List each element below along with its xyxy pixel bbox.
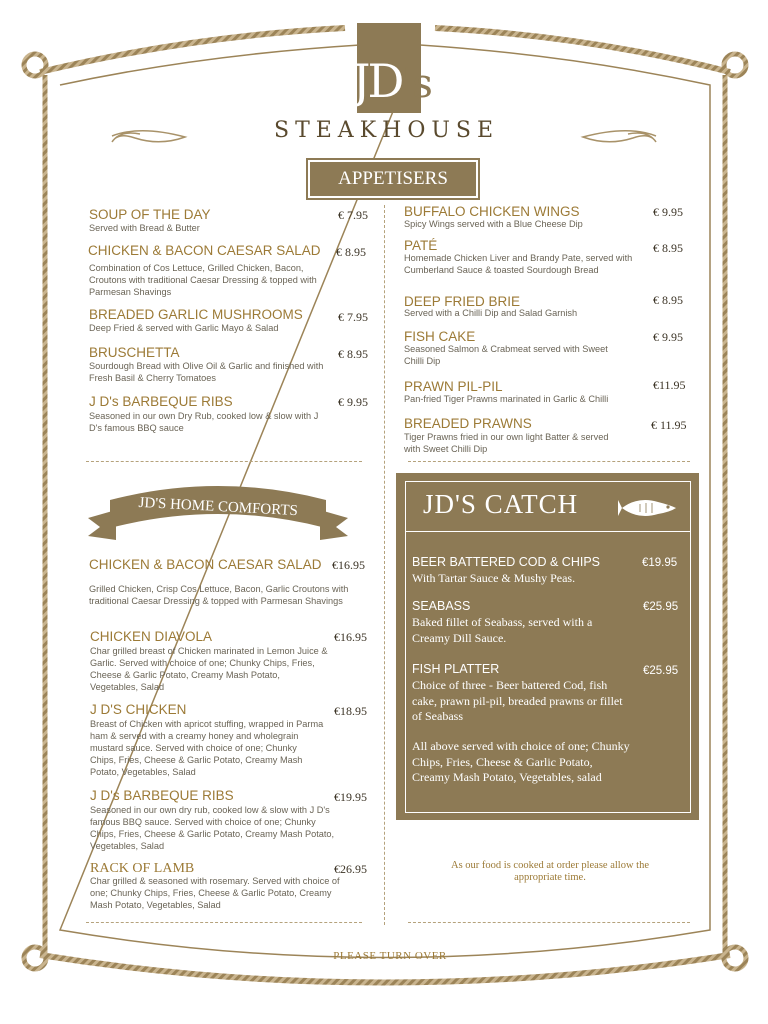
brand-subtitle: STEAKHOUSE [274, 118, 500, 143]
menu-item-name: PATÉ [404, 238, 438, 253]
logo [352, 54, 433, 108]
menu-item-price: € 9.95 [653, 205, 683, 219]
catch-item-price: €25.95 [643, 665, 679, 677]
menu-item-desc: Deep Fried & served with Garlic Mayo & Salad [89, 323, 279, 333]
menu-item-price: € 9.95 [338, 395, 368, 409]
menu-item-desc: Char grilled breast of Chicken marinated in Lemon Juice & Garlic. Served with choice of one; Chunky Chips, Fries, Cheese & Garlic Potato, Creamy Mash Potato, Vegetables, Salad [90, 646, 328, 692]
catch-item-name: FISH PLATTER [412, 662, 500, 676]
menu-item-name: CHICKEN & BACON CAESAR SALAD [89, 557, 322, 572]
menu-item-price: € 7.95 [338, 208, 368, 222]
menu-item-name: SOUP OF THE DAY [89, 207, 211, 222]
menu-item-name: BRUSCHETTA [89, 345, 180, 360]
menu-item-price: €18.95 [334, 704, 367, 718]
home-comforts-ribbon [88, 478, 348, 548]
column-divider [384, 205, 385, 925]
home-comforts-title: JD'S HOME COMFORTS [138, 494, 299, 520]
menu-item-name: BREADED PRAWNS [404, 416, 532, 431]
menu-item-desc: Seasoned in our own Dry Rub, cooked low & slow with J D's famous BBQ sauce [89, 411, 319, 433]
menu-item-desc: Sourdough Bread with Olive Oil & Garlic and finished with Fresh Basil & Cherry Tomatoes [89, 361, 324, 383]
menu-item-name: RACK OF LAMB [90, 861, 195, 876]
menu-item-name: J D'S CHICKEN [90, 702, 187, 717]
menu-item-desc: Seasoned in our own dry rub, cooked low & slow with J D's famous BBQ sauce. Served with choice of one; Chunky Chips, Fries, Cheese & Garlic Potato, Creamy Mash Potato, Vegetables, Salad [90, 805, 335, 851]
catch-title: JD'S CATCH [423, 489, 579, 519]
menu-item-price: € 8.95 [653, 241, 683, 255]
menu-item-name: DEEP FRIED BRIE [404, 294, 521, 309]
catch-item-desc: With Tartar Sauce & Mushy Peas. [412, 571, 576, 585]
menu-item-desc: Char grilled & seasoned with rosemary. Served with choice of one; Chunky Chips, Fries, Cheese & Garlic Potato, Creamy Mash Potato, Vegetables, Salad [90, 876, 340, 910]
fish-icon [618, 494, 680, 522]
appetisers-banner [308, 160, 478, 198]
menu-item-price: € 9.95 [653, 330, 683, 344]
logo-letters: JD [352, 54, 402, 108]
menu-item-price: €11.95 [653, 378, 686, 392]
menu-item-desc: Seasoned Salmon & Crabmeat served with Sweet Chilli Dip [404, 344, 608, 366]
catch-footer: All above served with choice of one; Chunky Chips, Fries, Cheese & Garlic Potato, Creamy Mash Potato, Vegetables, salad [412, 739, 630, 784]
divider [86, 922, 362, 923]
menu-item-desc: Homemade Chicken Liver and Brandy Pate, served with Cumberland Sauce & toasted Sourdough Bread [404, 253, 633, 275]
menu-item-name: CHICKEN DIAVOLA [90, 629, 213, 644]
menu-item-desc: Pan-fried Tiger Prawns marinated in Garlic & Chilli [404, 394, 609, 404]
divider [408, 461, 690, 462]
menu-item-desc: Spicy Wings served with a Blue Cheese Dip [404, 219, 583, 229]
menu-item-name: CHICKEN & BACON CAESAR SALAD [88, 243, 321, 258]
menu-item-desc: Breast of Chicken with apricot stuffing, wrapped in Parma ham & served with a creamy honey and wholegrain mustard sauce. Served with choice of one; Chunky Chips, Fries, Cheese & Garlic Potato, Creamy Mash Potato, Vegetables, Salad [90, 719, 324, 777]
menu-item-price: €26.95 [334, 862, 367, 876]
menu-item-name: J D's BARBEQUE RIBS [90, 788, 234, 803]
catch-rule [405, 531, 691, 532]
catch-item-name: SEABASS [412, 599, 471, 613]
catch-item-name: BEER BATTERED COD & CHIPS [412, 555, 600, 569]
menu-item-desc: Tiger Prawns fried in our own light Batter & served with Sweet Chilli Dip [404, 432, 609, 454]
menu-item-price: €16.95 [334, 630, 367, 644]
divider [86, 461, 362, 462]
catch-item-price: €19.95 [642, 557, 678, 569]
cooking-note: As our food is cooked at order please allow the appropriate time. [451, 860, 649, 883]
divider [408, 922, 690, 923]
menu-item-price: € 8.95 [653, 293, 683, 307]
menu-item-price: € 8.95 [338, 347, 368, 361]
catch-item-price: €25.95 [643, 601, 679, 613]
appetisers-title: APPETISERS [338, 168, 448, 189]
menu-item-price: €19.95 [334, 790, 367, 804]
menu-item-price: € 11.95 [651, 418, 687, 432]
menu-item-name: FISH CAKE [404, 329, 476, 344]
menu-item-name: PRAWN PIL-PIL [404, 379, 503, 394]
logo-suffix: 's [401, 61, 433, 107]
menu-item-price: €16.95 [332, 558, 365, 572]
menu-item-desc: Combination of Cos Lettuce, Grilled Chicken, Bacon, Croutons with traditional Caesar Dressing & topped with Parmesan Shavings [89, 263, 317, 297]
turn-over-label: PLEASE TURN OVER [333, 950, 447, 962]
catch-item-desc: Choice of three - Beer battered Cod, fish cake, prawn pil-pil, breaded prawns or fillet of Seabass [412, 678, 623, 723]
menu-item-desc: Grilled Chicken, Crisp Cos Lettuce, Bacon, Garlic Croutons with traditional Caesar Dressing & topped with Parmesan Shavings [89, 584, 349, 606]
catch-item-desc: Baked fillet of Seabass, served with a Creamy Dill Sauce. [412, 615, 593, 645]
menu-item-name: BUFFALO CHICKEN WINGS [404, 204, 580, 219]
menu-item-price: € 7.95 [338, 310, 368, 324]
menu-item-name: BREADED GARLIC MUSHROOMS [89, 307, 303, 322]
menu-item-price: € 8.95 [336, 245, 366, 259]
menu-item-desc: Served with a Chilli Dip and Salad Garnish [404, 308, 578, 318]
menu-item-desc: Served with Bread & Butter [89, 223, 200, 233]
menu-item-name: J D's BARBEQUE RIBS [89, 394, 233, 409]
